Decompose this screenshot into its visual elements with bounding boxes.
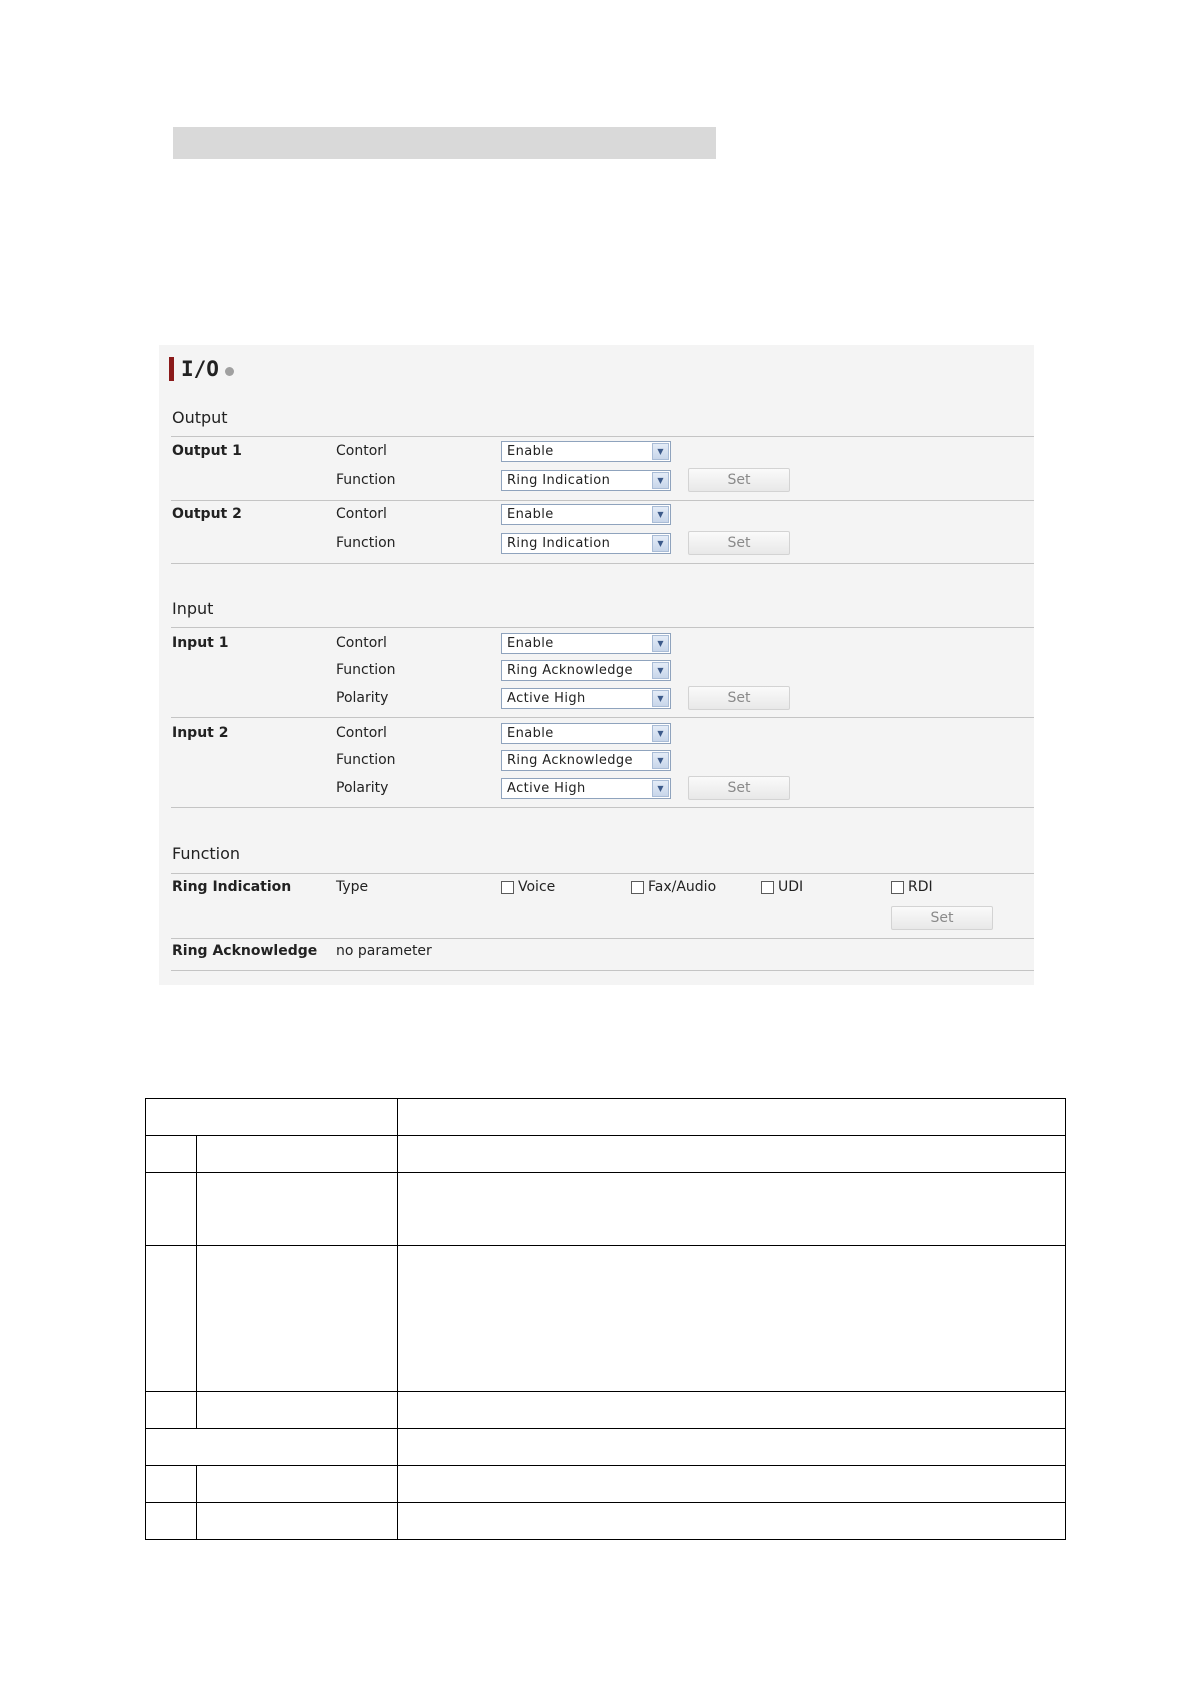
output-1-control-value: Enable — [507, 444, 554, 459]
input-1-polarity-select[interactable] — [501, 688, 671, 709]
output-1-set-button[interactable]: Set — [688, 468, 790, 492]
voice-checkbox[interactable] — [501, 881, 514, 894]
table-cell — [196, 1173, 397, 1246]
input-1-polarity-value: Active High — [507, 691, 586, 706]
ring-acknowledge-label: Ring Acknowledge — [172, 943, 318, 959]
input-1-label: Input 1 — [172, 635, 229, 651]
function-top-divider — [171, 873, 1034, 874]
input-1-divider — [171, 717, 1034, 718]
function-section-heading: Function — [172, 844, 241, 863]
input-2-control-label: Contorl — [336, 725, 387, 741]
rdi-option[interactable] — [891, 879, 933, 895]
chevron-down-icon[interactable]: ▼ — [652, 472, 669, 489]
output-1-function-label: Function — [336, 472, 396, 488]
chevron-down-icon[interactable]: ▼ — [652, 635, 669, 652]
table-row — [146, 1173, 1066, 1246]
output-2-set-button[interactable]: Set — [688, 531, 790, 555]
input-2-label: Input 2 — [172, 725, 229, 741]
voice-label: Voice — [518, 879, 556, 895]
chevron-down-icon[interactable]: ▼ — [652, 752, 669, 769]
table-cell — [397, 1392, 1065, 1429]
title-accent-bar — [169, 357, 174, 381]
io-settings-panel — [159, 345, 1034, 985]
table-cell — [146, 1429, 398, 1466]
input-1-function-value: Ring Acknowledge — [507, 663, 633, 678]
table-cell — [397, 1503, 1065, 1540]
input-top-divider — [171, 627, 1034, 628]
input-1-polarity-label: Polarity — [336, 690, 389, 706]
output-2-label: Output 2 — [172, 506, 242, 522]
table-cell — [397, 1246, 1065, 1392]
ring-acknowledge-value: no parameter — [336, 943, 432, 959]
output-1-divider — [171, 500, 1034, 501]
ring-indication-label: Ring Indication — [172, 879, 292, 895]
input-1-function-select[interactable] — [501, 660, 671, 681]
output-2-control-value: Enable — [507, 507, 554, 522]
input-1-control-select[interactable] — [501, 633, 671, 654]
output-2-control-label: Contorl — [336, 506, 387, 522]
chevron-down-icon[interactable]: ▼ — [652, 725, 669, 742]
udi-checkbox[interactable] — [761, 881, 774, 894]
table-cell — [146, 1246, 197, 1392]
input-1-control-label: Contorl — [336, 635, 387, 651]
table-cell — [397, 1466, 1065, 1503]
voice-option[interactable] — [501, 879, 555, 895]
table-cell — [196, 1136, 397, 1173]
input-2-polarity-label: Polarity — [336, 780, 389, 796]
table-cell — [397, 1173, 1065, 1246]
input-2-divider — [171, 807, 1034, 808]
input-2-polarity-value: Active High — [507, 781, 586, 796]
output-2-control-select[interactable] — [501, 504, 671, 525]
chevron-down-icon[interactable]: ▼ — [652, 662, 669, 679]
chevron-down-icon[interactable]: ▼ — [652, 506, 669, 523]
ring-indication-set-button[interactable]: Set — [891, 906, 993, 930]
input-2-function-label: Function — [336, 752, 396, 768]
table-cell — [397, 1099, 1065, 1136]
input-1-control-value: Enable — [507, 636, 554, 651]
ring-indication-type-label: Type — [336, 879, 369, 895]
top-header-bar — [173, 127, 716, 159]
input-1-function-label: Function — [336, 662, 396, 678]
chevron-down-icon[interactable]: ▼ — [652, 443, 669, 460]
table-row — [146, 1466, 1066, 1503]
table-cell — [397, 1136, 1065, 1173]
ring-acknowledge-divider — [171, 970, 1034, 971]
output-2-function-value: Ring Indication — [507, 536, 611, 551]
table-cell — [397, 1429, 1065, 1466]
fax-audio-label: Fax/Audio — [648, 879, 717, 895]
rdi-label: RDI — [908, 879, 933, 895]
output-1-function-select[interactable] — [501, 470, 671, 491]
rdi-checkbox[interactable] — [891, 881, 904, 894]
help-icon[interactable] — [225, 367, 234, 376]
table-cell — [196, 1246, 397, 1392]
udi-option[interactable] — [761, 879, 803, 895]
output-1-label: Output 1 — [172, 443, 242, 459]
table-row — [146, 1503, 1066, 1540]
chevron-down-icon[interactable]: ▼ — [652, 690, 669, 707]
output-2-function-select[interactable] — [501, 533, 671, 554]
udi-label: UDI — [778, 879, 804, 895]
chevron-down-icon[interactable]: ▼ — [652, 780, 669, 797]
input-2-function-select[interactable] — [501, 750, 671, 771]
output-section-heading: Output — [172, 408, 228, 427]
fax-audio-checkbox[interactable] — [631, 881, 644, 894]
spec-table — [145, 1098, 1066, 1540]
page-title: I/O — [181, 357, 219, 381]
input-2-polarity-select[interactable] — [501, 778, 671, 799]
output-2-function-label: Function — [336, 535, 396, 551]
table-row — [146, 1136, 1066, 1173]
table-cell — [146, 1466, 197, 1503]
input-1-set-button[interactable]: Set — [688, 686, 790, 710]
table-cell — [146, 1136, 197, 1173]
output-1-function-value: Ring Indication — [507, 473, 611, 488]
input-2-control-select[interactable] — [501, 723, 671, 744]
table-row — [146, 1246, 1066, 1392]
panel-title — [169, 357, 234, 381]
output-1-control-select[interactable] — [501, 441, 671, 462]
input-2-function-value: Ring Acknowledge — [507, 753, 633, 768]
ring-indication-divider — [171, 938, 1034, 939]
table-cell — [146, 1503, 197, 1540]
table-cell — [146, 1173, 197, 1246]
output-top-divider — [171, 436, 1034, 437]
input-2-set-button[interactable]: Set — [688, 776, 790, 800]
output-2-divider — [171, 563, 1034, 564]
table-cell — [196, 1466, 397, 1503]
table-cell — [146, 1392, 197, 1429]
table-cell — [146, 1099, 398, 1136]
input-2-control-value: Enable — [507, 726, 554, 741]
table-cell — [196, 1392, 397, 1429]
input-section-heading: Input — [172, 599, 214, 618]
output-1-control-label: Contorl — [336, 443, 387, 459]
chevron-down-icon[interactable]: ▼ — [652, 535, 669, 552]
fax-audio-option[interactable] — [631, 879, 716, 895]
table-row — [146, 1429, 1066, 1466]
table-row — [146, 1099, 1066, 1136]
table-cell — [196, 1503, 397, 1540]
table-row — [146, 1392, 1066, 1429]
